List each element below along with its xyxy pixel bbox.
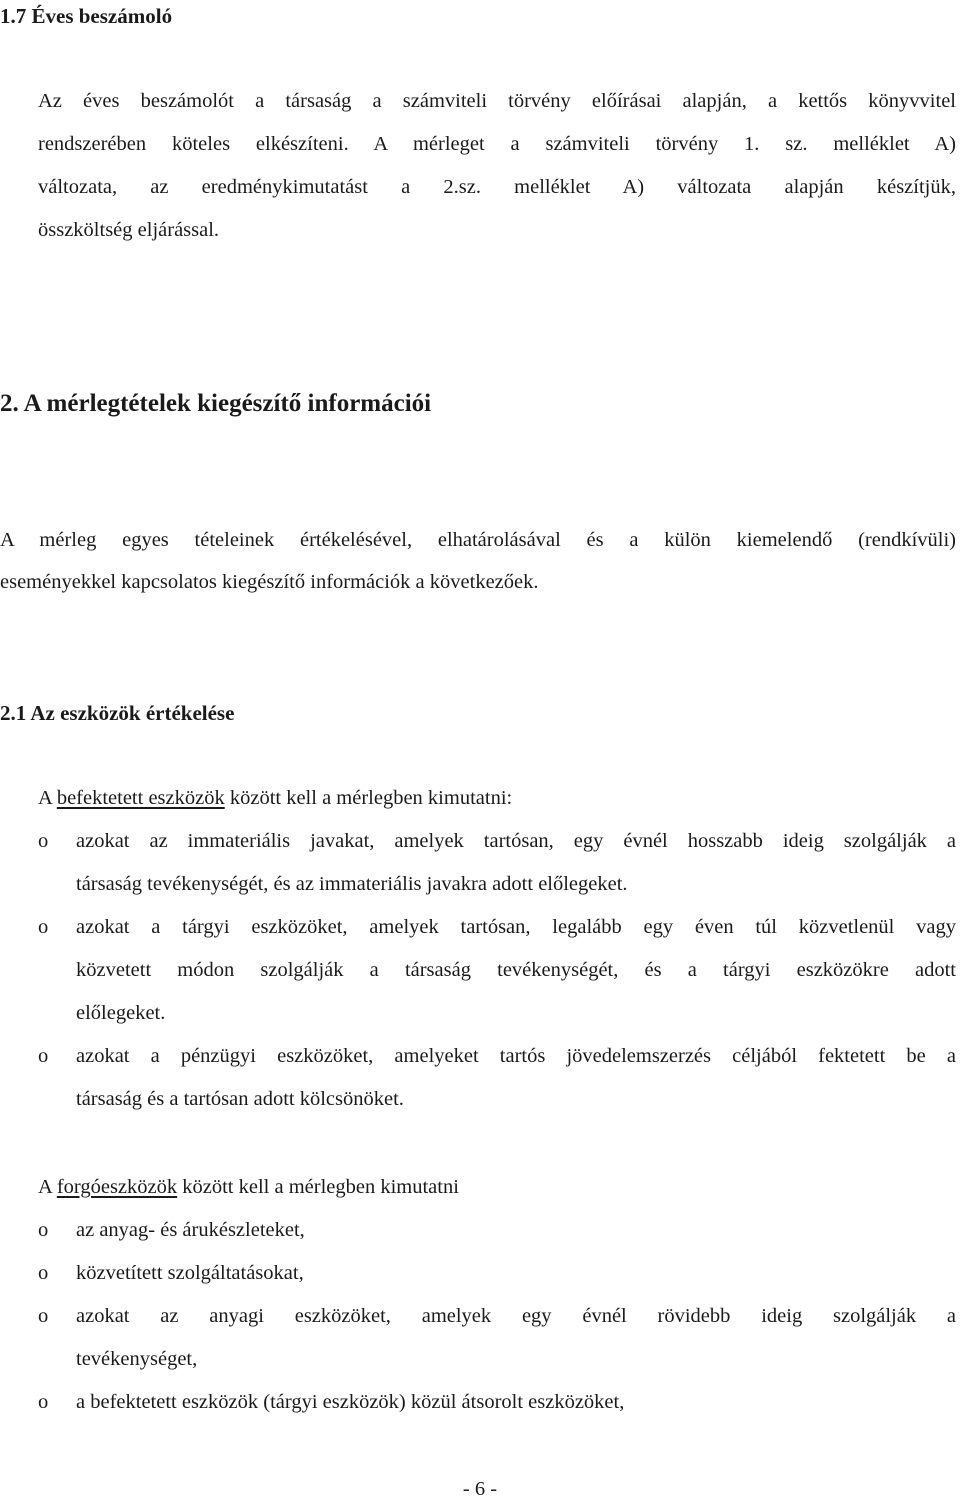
current-assets-term: forgóeszközök (56, 1176, 178, 1198)
list-item-line: előlegeket. (76, 1002, 166, 1024)
intro-suffix: között kell a mérlegben kimutatni: (224, 787, 513, 809)
intro-prefix: A (38, 1176, 57, 1198)
list-item-line: azokat a pénzügyi eszközöket, amelyeket tartós jövedelemszerzés céljából fektetett be a (76, 1045, 956, 1067)
section-title-2: 2. A mérlegtételek kiegészítő információi (0, 390, 432, 417)
list-item-line: tevékenységet, (76, 1348, 198, 1370)
list-item-line: azokat az anyagi eszközöket, amelyek egy évnél rövidebb ideig szolgálják a (76, 1305, 956, 1327)
bullet-symbol: o (38, 1305, 49, 1327)
list-item-line: társaság tevékenységét, és az immateriális javakra adott előlegeket. (76, 873, 628, 895)
list-item-line: a befektetett eszközök (tárgyi eszközök) közül átsorolt eszközöket, (76, 1391, 625, 1413)
bullet-symbol: o (38, 1219, 49, 1241)
list-item-line: közvetett módon szolgálják a társaság tevékenységét, és a tárgyi eszközökre adott (76, 959, 956, 981)
paragraph-line: rendszerében köteles elkészíteni. A mérleget a számviteli törvény 1. sz. melléklet A) (38, 133, 956, 155)
current-assets-intro (38, 1174, 459, 1200)
list-item-line: az anyag- és árukészleteket, (76, 1219, 305, 1241)
bullet-symbol: o (38, 1262, 49, 1284)
bullet-symbol: o (38, 916, 49, 938)
paragraph-line: összköltség eljárással. (38, 219, 220, 241)
paragraph-line: eseményekkel kapcsolatos kiegészítő információk a következőek. (0, 571, 539, 593)
fixed-assets-intro (38, 785, 512, 811)
list-item-line: társaság és a tartósan adott kölcsönöket. (76, 1088, 404, 1110)
intro-suffix: között kell a mérlegben kimutatni (177, 1176, 459, 1198)
page-number: - 6 - (462, 1478, 498, 1500)
section-title-1-7: 1.7 Éves beszámoló (0, 4, 173, 28)
list-item-line: azokat az immateriális javakat, amelyek tartósan, egy évnél hosszabb ideig szolgálják a (76, 830, 956, 852)
paragraph-line: változata, az eredménykimutatást a 2.sz. melléklet A) változata alapján készítjük, (38, 176, 956, 198)
bullet-symbol: o (38, 1391, 49, 1413)
bullet-symbol: o (38, 830, 49, 852)
bullet-symbol: o (38, 1045, 49, 1067)
list-item-line: közvetített szolgáltatásokat, (76, 1262, 304, 1284)
intro-prefix: A (38, 787, 57, 809)
paragraph-line: Az éves beszámolót a társaság a számviteli törvény előírásai alapján, a kettős könyvvitel (38, 90, 956, 112)
fixed-assets-term: befektetett eszközök (56, 787, 225, 809)
section-title-2-1: 2.1 Az eszközök értékelése (0, 701, 235, 725)
list-item-line: azokat a tárgyi eszközöket, amelyek tartósan, legalább egy éven túl közvetlenül vagy (76, 916, 956, 938)
paragraph-line: A mérleg egyes tételeinek értékelésével, elhatárolásával és a külön kiemelendő (rendkívüli) (0, 529, 956, 551)
